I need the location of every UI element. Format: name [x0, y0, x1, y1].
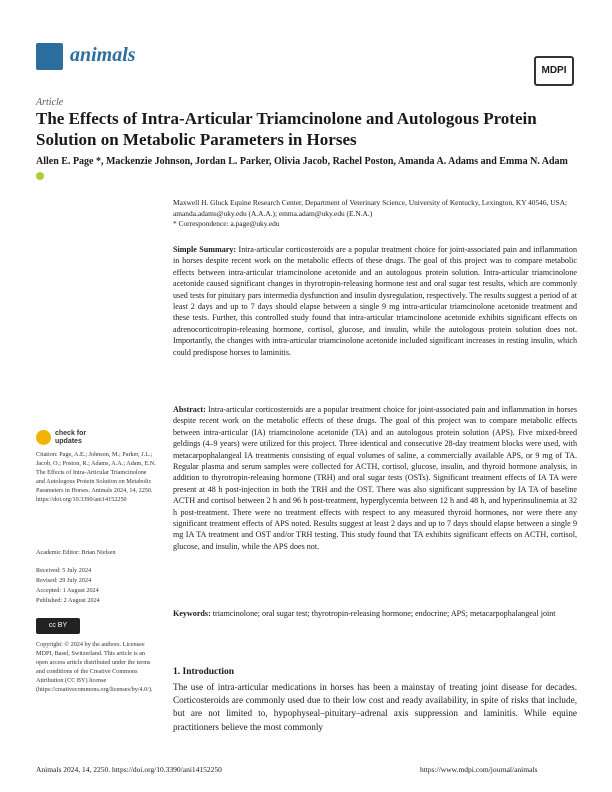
keywords-label: Keywords:	[173, 609, 211, 618]
correspondence: * Correspondence: a.page@uky.edu	[173, 219, 280, 228]
author-list	[36, 155, 576, 183]
citation: Citation: Page, A.E.; Johnson, M.; Parker, J.L.; Jacob, O.; Poston, R.; Adams, A.A.; Adam, E.N. The Effects of Intra-Articular Triamcinolone and Autologous Protein Solution on Metabolic Parameters in Horses. Animals 2024, 14, 2250. https://doi.org/10.3390/ani14152250	[36, 451, 156, 504]
journal-name: animals	[70, 44, 136, 66]
simple-summary-label: Simple Summary:	[173, 245, 237, 254]
date-revised: Revised: 29 July 2024	[36, 577, 92, 584]
copyright: Copyright: © 2024 by the authors. Licensee MDPI, Basel, Switzerland. This article is an open access article distributed under the terms and conditions of the Creative Commons Attribution (CC BY) license (https://creativecommons.org/licenses/by/4.0/).	[36, 641, 153, 694]
cc-license-badge[interactable]: cc BY	[36, 618, 80, 634]
footer-journal-link[interactable]: https://www.mdpi.com/journal/animals	[420, 765, 538, 774]
journal-logo	[36, 43, 63, 70]
footer-citation[interactable]: Animals 2024, 14, 2250. https://doi.org/10.3390/ani14152250	[36, 765, 222, 774]
abstract-label: Abstract:	[173, 405, 206, 414]
abstract	[173, 404, 577, 552]
date-received: Received: 5 July 2024	[36, 567, 92, 574]
page-title: The Effects of Intra-Articular Triamcinolone and Autologous Protein Solution on Metabolic Parameters in Horses	[36, 109, 537, 149]
date-published: Published: 2 August 2024	[36, 597, 100, 604]
article-type: Article	[36, 97, 64, 108]
authors-text: Allen E. Page *, Mackenzie Johnson, Jordan L. Parker, Olivia Jacob, Rachel Poston, Amanda A. Adams and Emma N. Adam	[36, 156, 568, 167]
academic-editor: Academic Editor: Brian Nielsen	[36, 549, 116, 556]
check-updates-label: check for updates	[55, 430, 87, 445]
keywords	[173, 608, 577, 619]
abstract-text: Intra-articular corticosteroids are a popular treatment choice for joint-associated pain and inflammation in horses despite recent work on the metabolic effects of these drugs. The goal of this project was to compare metabolic effects between intra-articular (IA) triamcinolone acetonide (TA) and an autologous protein solution (APS). Five mixed-breed geldings (4–9 years) were utilized for this project. Three identical and consecutive 28-day treatment blocks were used, with metacarpophalangeal IA treatments consisting of equal volumes of saline, a commercially available APS, or 9 mg of TA. Regular plasma and serum samples were collected for ACTH, cortisol, glucose, insulin, and thyroid hormone analysis, in addition to thyrotropin-releasing hormone (TRH) and oral sugar tests (OSTs). Significant treatment effects of IA TA were present at 48 h post-injection in both the TRH and the OST. There was also significant suppression by IA TA of baseline ACTH and cortisol between 2 h and 96 h post-treatment, hyperglycemia between 12 h and 48 h, and hyperinsulinemia at 32 h post-treatment. There were no treatment effects with respect to any measured thyroid hormones, nor were there any significant treatment effects of APS noted. Results suggest at least 2 days and up to 7 days should elapse between a single 9 mg IA TA treatment and OST and/or TRH testing. This study found that TA exhibits significant effects on ACTH, cortisol, glucose, and insulin, while the APS does not.	[173, 405, 577, 551]
simple-summary-text: Intra-articular corticosteroids are a popular treatment choice for joint-associated pain and inflammation in horses despite recent work on the metabolic effects of these drugs. The goal of this project was to compare metabolic effects between intra-articular triamcinolone acetonide and an autologous protein solution. Intra-articular triamcinolone acetonide caused significant changes in thyrotropin-releasing hormone test and oral sugar test results, which are commonly used tests for pituitary pars intermedia dysfunction and insulin dysregulation, respectively. The results suggest a period of at least 2 days and up to 7 days should elapse between a single 9 mg intra-articular triamcinolone acetonide treatment and these tests. Further, this controlled study found that intra-articular triamcinolone acetonide exhibits significant effects on adrenocorticotropin-releasing hormone, cortisol, glucose, and insulin, while the autologous protein solution does not. Importantly, the changes with intra-articular triamcinolone acetonide included significant increases in resting insulin, which could predispose horses to laminitis.	[173, 245, 577, 357]
check-updates-icon	[36, 430, 51, 445]
publisher-logo: MDPI	[534, 56, 574, 86]
section-heading: 1. Introduction	[173, 667, 235, 677]
date-accepted: Accepted: 1 August 2024	[36, 587, 99, 594]
check-for-updates-button[interactable]	[36, 430, 106, 446]
simple-summary	[173, 244, 577, 358]
intro-text: The use of intra-articular medications in horses has been a mainstay of treating joint disease for decades. Corticosteroids are commonly used due to their low cost and ready availability, in spite of risks that include, but are not limited to, hypophyseal–pituitary–adrenal axis suppression and laminitis. While equine practitioners believe the most commonly	[173, 682, 577, 732]
orcid-icon[interactable]	[36, 172, 44, 180]
affiliation: Maxwell H. Gluck Equine Research Center, Department of Veterinary Science, University of Kentucky, Lexington, KY 40546, USA; amanda.adams@uky.edu (A.A.A.); emma.adam@uky.edu (E.N.A.)	[173, 198, 568, 218]
keywords-text: triamcinolone; oral sugar test; thyrotropin-releasing hormone; endocrine; APS; metacarpophalangeal joint	[212, 609, 556, 618]
